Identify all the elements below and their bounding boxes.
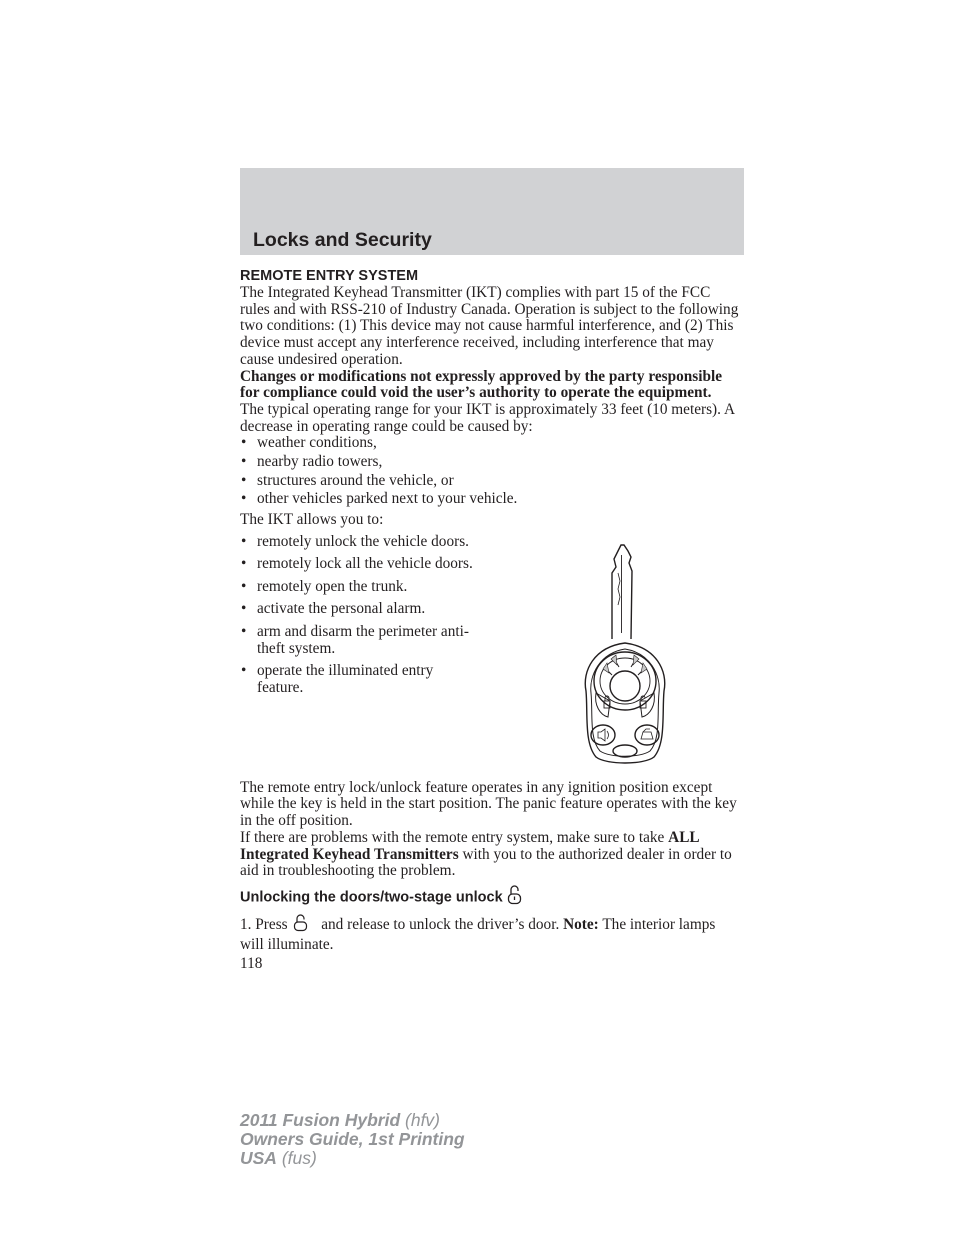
footer-guide: Owners Guide, 1st Printing <box>240 1129 465 1149</box>
footer-market-code: (fus) <box>276 1148 317 1168</box>
list-item: • arm and disarm the perimeter anti-theft system. <box>240 624 480 657</box>
list-item: • structures around the vehicle, or <box>240 473 740 490</box>
list-item: • remotely lock all the vehicle doors. <box>240 556 480 573</box>
range-causes-list <box>240 435 740 507</box>
troubleshooting-paragraph <box>240 830 740 880</box>
troubleshooting-text-2: with you to the authorized dealer in order to aid in troubleshooting the problem. <box>240 845 732 880</box>
unlock-icon <box>507 885 523 910</box>
ikt-key-illustration <box>578 543 672 769</box>
fcc-compliance-paragraph: The Integrated Keyhead Transmitter (IKT) complies with part 15 of the FCC rules and with RSS-210 of Industry Canada. Operation is subject to the following two conditions: (1) This device may not cause harmful interference, and (2) This device must accept any interference received, including interference that may cause undesired operation. <box>240 284 739 368</box>
ignition-paragraph: The remote entry lock/unlock feature operates in any ignition position except while the key is held in the start position. The panic feature operates with the key in the off position. <box>240 778 737 830</box>
footer-line-1 <box>240 1111 465 1130</box>
unlocking-heading <box>240 885 740 910</box>
list-item: • operate the illuminated entry feature. <box>240 663 480 696</box>
footer-line-2 <box>240 1130 465 1149</box>
step1-text-b: and release to unlock the driver’s door. <box>317 915 564 933</box>
footer-model: 2011 Fusion Hybrid <box>240 1110 401 1130</box>
footer-line-3 <box>240 1149 465 1168</box>
modification-warning <box>240 369 740 402</box>
section-title: Locks and Security <box>253 229 432 251</box>
operating-range-paragraph: The typical operating range for your IKT is approximately 33 feet (10 meters). A decrease in operating range could be caused by: <box>240 400 735 435</box>
note-text: The interior lamps will illuminate. <box>240 915 716 953</box>
troubleshooting-text-1: If there are problems with the remote entry system, make sure to take <box>240 828 669 846</box>
unlock-step-1 <box>240 914 740 953</box>
remote-entry-heading: REMOTE ENTRY SYSTEM <box>240 268 419 284</box>
list-item: • other vehicles parked next to your vehicle. <box>240 491 740 508</box>
footer-market: USA <box>240 1148 277 1168</box>
troubleshooting-bold: ALL Integrated Keyhead Transmitters <box>240 828 699 863</box>
page-number: 118 <box>240 955 263 973</box>
footer-model-code: (hfv) <box>400 1110 441 1130</box>
ikt-features-list <box>240 534 480 703</box>
page-footer <box>240 1111 465 1168</box>
unlock-button-icon <box>293 914 309 937</box>
list-item: • activate the personal alarm. <box>240 601 480 618</box>
list-item: • nearby radio towers, <box>240 454 740 471</box>
list-item: • remotely unlock the vehicle doors. <box>240 534 480 551</box>
warning-text: Changes or modifications not expressly approved by the party responsible for compliance could void the user’s authority to operate the equipment. <box>240 367 723 402</box>
list-item: • remotely open the trunk. <box>240 579 480 596</box>
list-item: • weather conditions, <box>240 435 740 452</box>
key-drawing <box>578 543 672 769</box>
ikt-intro: The IKT allows you to: <box>240 510 384 528</box>
step1-text-a: 1. Press <box>240 915 292 933</box>
unlocking-heading-text: Unlocking the doors/two-stage unlock <box>240 889 503 906</box>
note-label: Note: <box>563 915 599 933</box>
section-header-band <box>240 168 744 255</box>
